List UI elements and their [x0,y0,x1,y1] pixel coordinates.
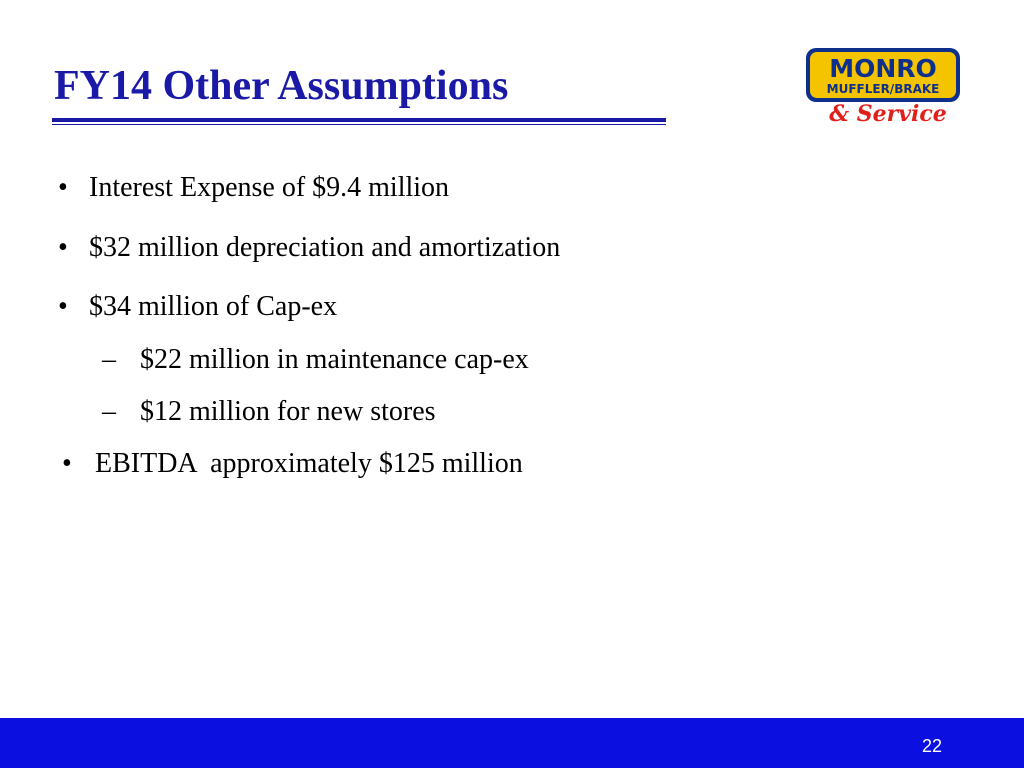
bullet-text: $34 million of Cap-ex [89,291,338,322]
bullet-marker: – [102,396,116,427]
monro-logo [804,46,966,128]
bullet-text: Interest Expense of $9.4 million [89,172,450,203]
bullet-marker: • [58,232,68,263]
bullet-marker: • [58,291,68,322]
logo-service-text: & Service [829,101,947,127]
logo-monro-text: MONRO [829,54,937,83]
title-underline-thick [52,118,666,122]
bullet-marker: • [58,172,68,203]
bullet-text: $22 million in maintenance cap-ex [140,344,529,375]
bullet-text: $32 million depreciation and amortization [89,232,561,263]
footer-bar [0,718,1024,768]
page-number: 22 [921,736,942,756]
logo-muffler-brake-text: MUFFLER/BRAKE [826,82,940,96]
bullet-text: EBITDA approximately $125 million [95,448,523,479]
slide-title: FY14 Other Assumptions [54,63,509,109]
title-underline-thin [52,124,666,125]
bullet-marker: • [62,448,72,479]
bullet-text: $12 million for new stores [140,396,436,427]
bullet-marker: – [102,344,116,375]
